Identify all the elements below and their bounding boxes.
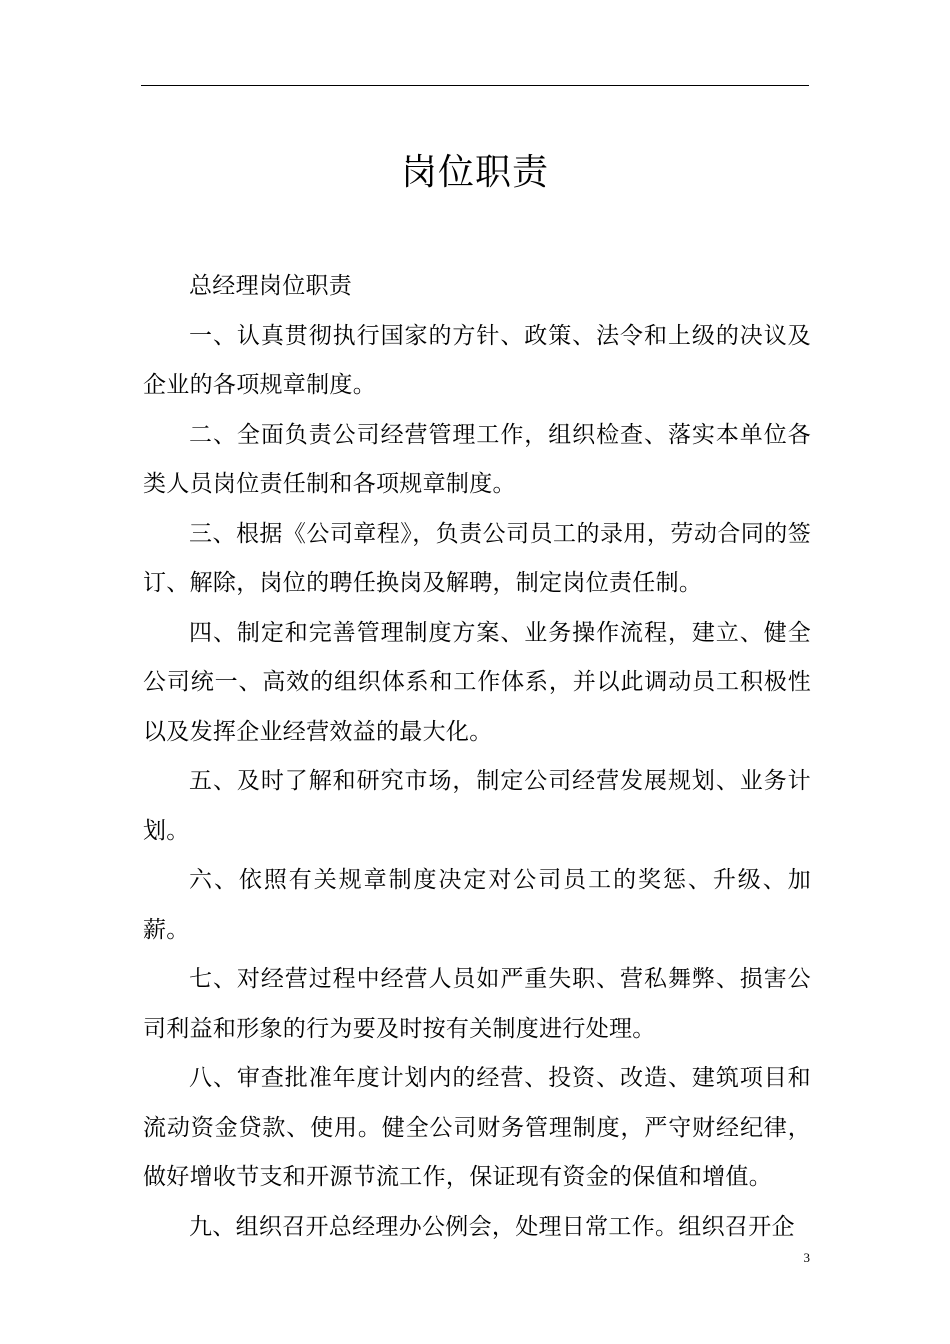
paragraph-9: 九、组织召开总经理办公例会，处理日常工作。组织召开企	[189, 1213, 795, 1240]
paragraph-3: 三、根据《公司章程》，负责公司员工的录用，劳动合同的签订、解除，岗位的聘任换岗及解聘，制定岗位责任制。	[143, 520, 811, 596]
paragraph-5: 五、及时了解和研究市场，制定公司经营发展规划、业务计划。	[143, 768, 811, 844]
paragraph-4: 四、制定和完善管理制度方案、业务操作流程，建立、健全公司统一、高效的组织体系和工作体系，并以此调动员工积极性以及发挥企业经营效益的最大化。	[143, 619, 811, 745]
header-rule	[141, 85, 809, 86]
section-heading: 总经理岗位职责	[189, 273, 353, 299]
paragraph-2: 二、全面负责公司经营管理工作，组织检查、落实本单位各类人员岗位责任制和各项规章制度。	[143, 421, 811, 497]
document-title: 岗位职责	[400, 152, 549, 193]
document-body	[143, 262, 811, 1252]
paragraph-7: 七、对经营过程中经营人员如严重失职、营私舞弊、损害公司利益和形象的行为要及时按有关制度进行处理。	[143, 966, 811, 1042]
paragraph-6: 六、依照有关规章制度决定对公司员工的奖惩、升级、加薪。	[143, 867, 811, 943]
page-number: 3	[803, 1250, 810, 1265]
paragraph-8: 八、审查批准年度计划内的经营、投资、改造、建筑项目和流动资金贷款、使用。健全公司财务管理制度，严守财经纪律，做好增收节支和开源节流工作，保证现有资金的保值和增值。	[143, 1065, 811, 1190]
paragraph-1: 一、认真贯彻执行国家的方针、政策、法令和上级的决议及企业的各项规章制度。	[143, 322, 811, 398]
